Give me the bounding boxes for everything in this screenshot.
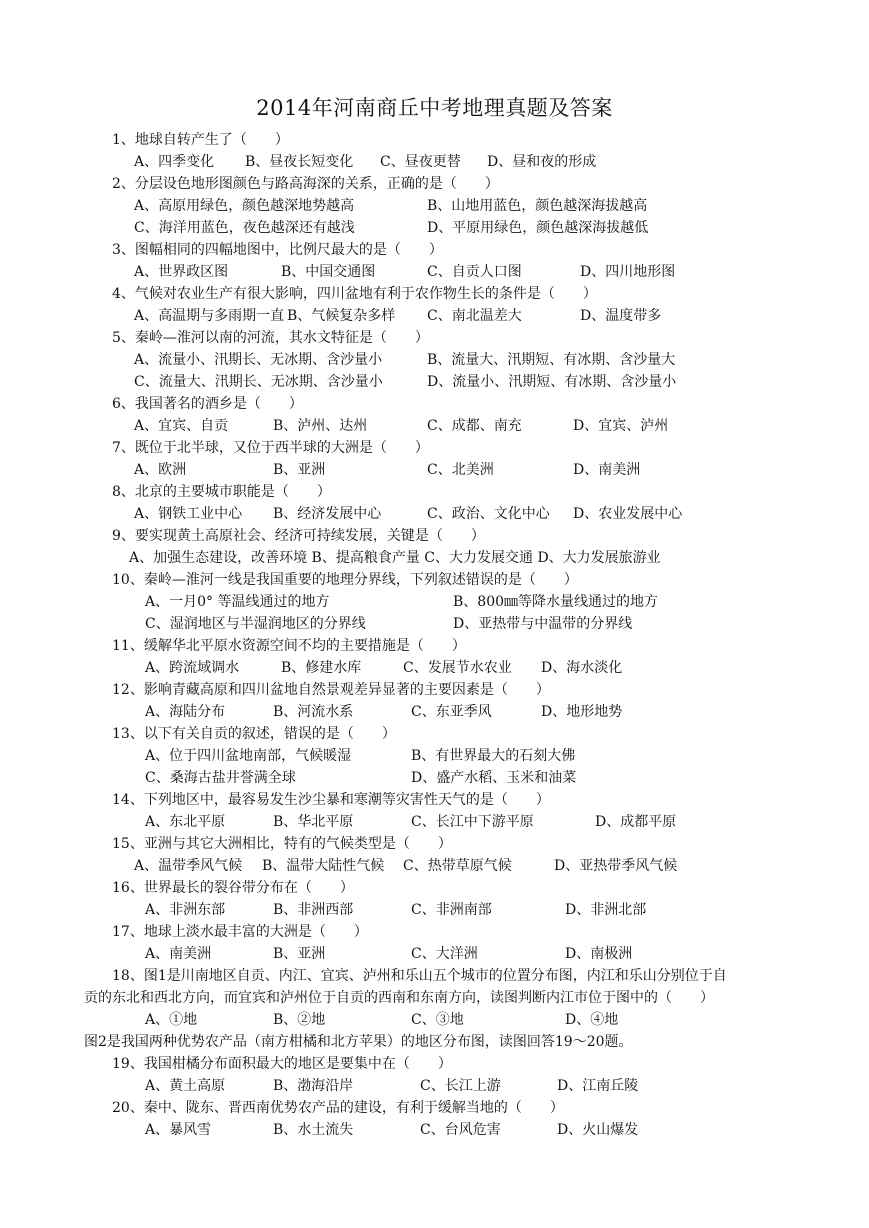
question-11-stem: 11、缓解华北平原水资源空间不均的主要措施是（ ） [112,638,466,654]
question-11-option-a: A、跨流域调水 [145,660,240,676]
question-10-option-c: C、湿润地区与半湿润地区的分界线 [145,616,366,632]
question-7-option-a: A、欧洲 [134,462,187,478]
question-13-option-c: C、桑海古盐井誉满全球 [145,770,296,786]
question-3-option-d: D、四川地形图 [580,264,676,280]
question-7-option-b: B、亚洲 [273,462,326,478]
question-2-option-c: C、海洋用蓝色，夜色越深还有越浅 [134,220,355,236]
question-2-stem: 2、分层设色地形图颜色与路高海深的关系，正确的是（ ） [112,176,499,192]
question-7-option-c: C、北美洲 [427,462,494,478]
question-1-option-c: C、昼夜更替 [380,154,461,170]
question-20-option-a: A、暴风雪 [145,1122,212,1138]
question-12-option-d: D、地形地势 [541,704,623,720]
question-1-option-b: B、昼夜长短变化 [245,154,354,170]
question-10-option-b: B、800㎜等降水量线通过的地方 [453,594,659,610]
question-20-option-b: B、水土流失 [273,1122,354,1138]
figure-2-intro: 图2是我国两种优势农产品（南方柑橘和北方苹果）的地区分布图，读图回答19～20题。 [84,1034,633,1050]
question-7-option-d: D、南美洲 [573,462,641,478]
question-20-option-c: C、台风危害 [420,1122,501,1138]
question-11-option-c: C、发展节水农业 [403,660,512,676]
question-15-option-c: C、热带草原气候 [403,858,512,874]
question-8-option-c: C、政治、文化中心 [427,506,550,522]
question-13-option-a: A、位于四川盆地南部，气候暖湿 [145,748,352,764]
question-20-stem: 20、秦中、陇东、晋西南优势农产品的建设，有利于缓解当地的（ ） [112,1100,564,1116]
question-17-stem: 17、地球上淡水最丰富的大洲是（ ） [112,924,368,940]
question-14-option-b: B、华北平原 [273,814,354,830]
question-7-stem: 7、既位于北半球，又位于西半球的大洲是（ ） [112,440,429,456]
question-8-option-d: D、农业发展中心 [573,506,683,522]
question-16-stem: 16、世界最长的裂谷带分布在（ ） [112,880,354,896]
question-6-option-c: C、成都、南充 [427,418,522,434]
question-5-option-c: C、流量大、汛期长、无冰期、含沙量小 [134,374,383,390]
question-11-option-d: D、海水淡化 [541,660,623,676]
question-10-option-d: D、亚热带与中温带的分界线 [453,616,633,632]
question-4-option-b: B、气候复杂多样 [287,308,396,324]
question-3-option-b: B、中国交通图 [281,264,376,280]
question-11-option-b: B、修建水库 [281,660,362,676]
question-10-stem: 10、秦岭—淮河一线是我国重要的地理分界线，下列叙述错误的是（ ） [112,572,578,588]
question-4-stem: 4、气候对农业生产有很大影响，四川盆地有利于农作物生长的条件是（ ） [112,286,597,302]
question-3-option-a: A、世界政区图 [134,264,229,280]
question-3-option-c: C、自贡人口图 [427,264,522,280]
question-19-stem: 19、我国柑橘分布面积最大的地区是要集中在（ ） [112,1056,452,1072]
question-19-option-d: D、江南丘陵 [557,1078,639,1094]
question-16-option-b: B、非洲西部 [273,902,354,918]
question-5-option-d: D、流量小、汛期短、有冰期、含沙量小 [427,374,677,390]
question-15-option-a: A、温带季风气候 [134,858,243,874]
question-15-option-d: D、亚热带季风气候 [554,858,678,874]
question-4-option-c: C、南北温差大 [427,308,522,324]
page-title: 2014年河南商丘中考地理真题及答案 [256,96,613,120]
question-19-option-a: A、黄土高原 [145,1078,226,1094]
question-5-stem: 5、秦岭—淮河以南的河流，其水文特征是（ ） [112,330,429,346]
question-3-stem: 3、图幅相同的四幅地图中，比例尺最大的是（ ） [112,242,443,258]
question-13-option-d: D、盛产水稻、玉米和油菜 [411,770,577,786]
question-2-option-d: D、平原用绿色，颜色越深海拔越低 [427,220,649,236]
question-12-option-b: B、河流水系 [273,704,354,720]
question-14-stem: 14、下列地区中，最容易发生沙尘暴和寒潮等灾害性天气的是（ ） [112,792,550,808]
question-12-option-c: C、东亚季风 [411,704,492,720]
question-8-option-b: B、经济发展中心 [273,506,382,522]
question-18-stem-line-1: 18、图1是川南地区自贡、内江、宜宾、泸州和乐山五个城市的位置分布图，内江和乐山分别位于自 [112,968,727,984]
question-15-option-b: B、温带大陆性气候 [262,858,385,874]
question-14-option-d: D、成都平原 [595,814,677,830]
question-5-option-a: A、流量小、汛期长、无冰期、含沙量小 [134,352,383,368]
question-16-option-a: A、非洲东部 [145,902,226,918]
question-15-stem: 15、亚洲与其它大洲相比，特有的气候类型是（ ） [112,836,452,852]
question-16-option-c: C、非洲南部 [411,902,492,918]
question-1-option-a: A、四季变化 [134,154,215,170]
question-19-option-b: B、渤海沿岸 [273,1078,354,1094]
question-18-option-a: A、①地 [145,1012,198,1028]
question-12-option-a: A、海陆分布 [145,704,226,720]
question-1-stem: 1、地球自转产生了（ ） [112,132,289,148]
question-17-option-d: D、南极洲 [565,946,633,962]
question-6-option-b: B、泸州、达州 [273,418,368,434]
question-18-option-c: C、③地 [411,1012,464,1028]
question-12-stem: 12、影响青藏高原和四川盆地自然景观差异显著的主要因素是（ ） [112,682,550,698]
question-14-option-c: C、长江中下游平原 [411,814,534,830]
question-17-option-a: A、南美洲 [145,946,212,962]
question-13-stem: 13、以下有关自贡的叙述，错误的是（ ） [112,726,396,742]
question-4-option-a: A、高温期与多雨期一直 [134,308,285,324]
question-14-option-a: A、东北平原 [145,814,226,830]
question-1-option-d: D、昼和夜的形成 [487,154,597,170]
question-18-stem-line-2: 贡的东北和西北方向，而宜宾和泸州位于自贡的西南和东南方向，读图判断内江市位于图中的（ ） [84,990,714,1006]
question-8-option-a: A、钢铁工业中心 [134,506,243,522]
question-20-option-d: D、火山爆发 [557,1122,639,1138]
question-9-stem: 9、要实现黄土高原社会、经济可持续发展，关键是（ ） [112,528,485,544]
question-9-options: A、加强生态建设，改善环境 B、提高粮食产量 C、大力发展交通 D、大力发展旅游业 [129,550,661,566]
question-16-option-d: D、非洲北部 [565,902,647,918]
question-17-option-c: C、大洋洲 [411,946,478,962]
question-6-stem: 6、我国著名的酒乡是（ ） [112,396,303,412]
question-17-option-b: B、亚洲 [273,946,326,962]
question-8-stem: 8、北京的主要城市职能是（ ） [112,484,331,500]
question-2-option-b: B、山地用蓝色，颜色越深海拔越高 [427,198,648,214]
question-6-option-d: D、宜宾、泸州 [573,418,669,434]
question-18-option-d: D、④地 [565,1012,619,1028]
question-10-option-a: A、一月0° 等温线通过的地方 [145,594,330,610]
question-13-option-b: B、有世界最大的石刻大佛 [411,748,576,764]
question-2-option-a: A、高原用绿色，颜色越深地势越高 [134,198,355,214]
question-4-option-d: D、温度带多 [580,308,662,324]
question-5-option-b: B、流量大、汛期短、有冰期、含沙量大 [427,352,676,368]
question-18-option-b: B、②地 [273,1012,326,1028]
question-6-option-a: A、宜宾、自贡 [134,418,229,434]
question-19-option-c: C、长江上游 [420,1078,501,1094]
